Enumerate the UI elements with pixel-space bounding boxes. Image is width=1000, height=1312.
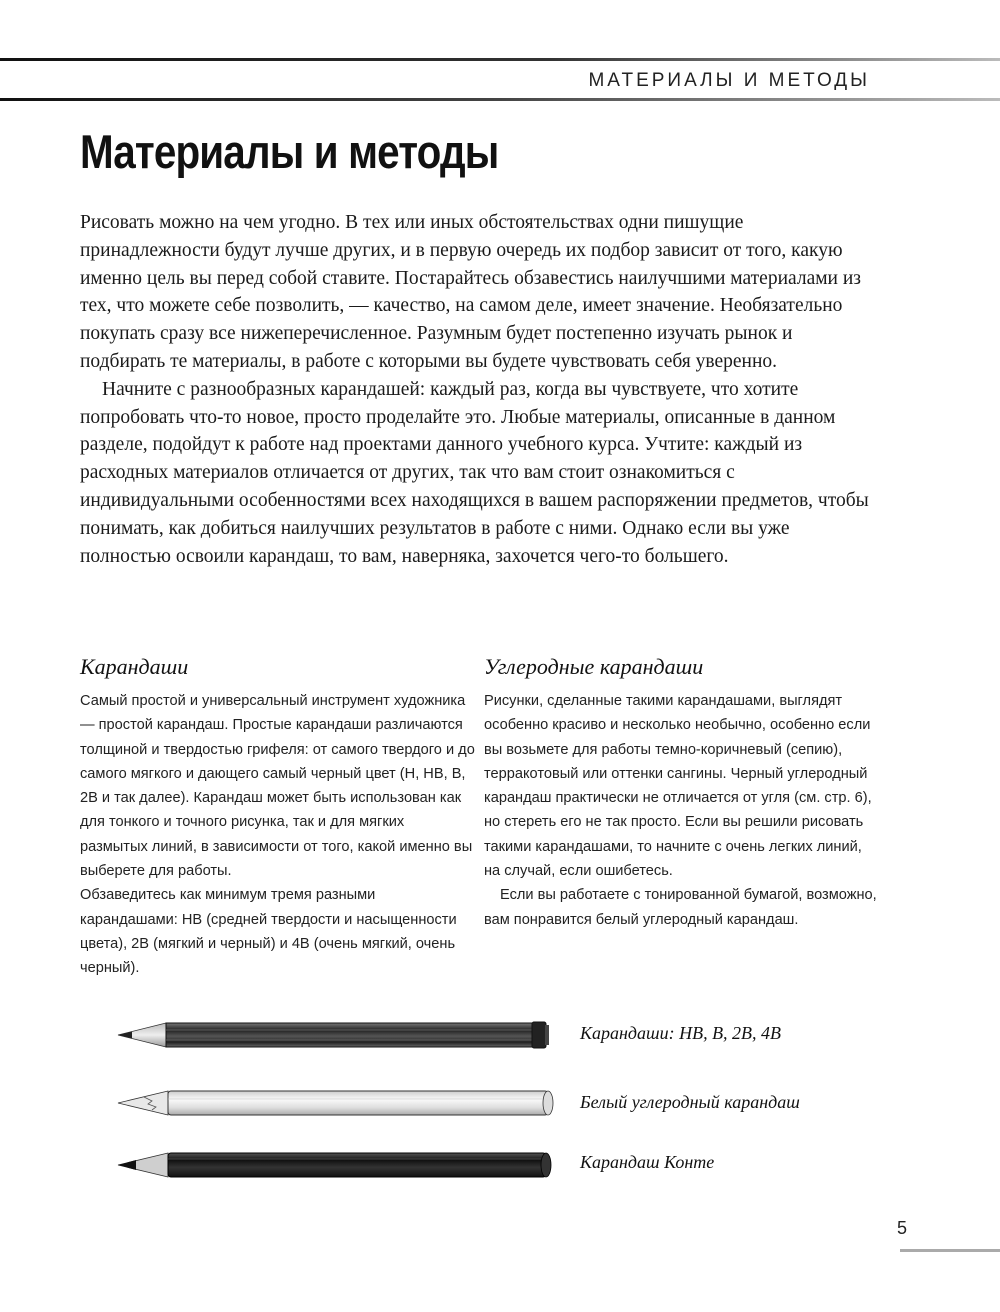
intro-paragraph-2: Начните с разнообразных карандашей: каждый раз, когда вы чувствуете, что хотите попробовать что-то новое, просто проделайте это. Любые материалы, описанные в данном разделе, подойдут к работе над проектами данного учебного курса. Учтите: каждый из расходных материалов отличается от других, так что вам стоит ознакомиться с индивидуальными особенностями всех находящихся в вашем распоряжении предметов, чтобы понимать, как добиться наилучших результатов в работе с ними. Однако если вы уже полностью освоили карандаш, то вам, наверняка, захочется чего-то большего. xyxy=(80,378,869,567)
pencils-paragraph-1: Самый простой и универсальный инструмент художника — простой карандаш. Простые карандаши различаются толщиной и твердостью грифеля: от самого твердого и до самого мягкого и дающего самый черный цвет (H, HB, B, 2B и так далее). Карандаш может быть использован как для тонкого и точного рисунка, так и для мягких размытых линий, в зависимости от того, какой именно вы выберете для работы. xyxy=(80,693,475,880)
graphite-pencil-caption: Карандаши: HB, B, 2B, 4B xyxy=(580,1023,782,1043)
graphite-pencil-illustration xyxy=(114,1020,554,1050)
conte-pencil-caption: Карандаш Конте xyxy=(580,1152,715,1172)
white-carbon-pencil-illustration xyxy=(114,1088,554,1118)
pencils-section xyxy=(80,652,475,981)
page-number: 5 xyxy=(896,1218,907,1238)
pencils-heading: Карандаши xyxy=(80,654,189,679)
white-carbon-pencil-caption: Белый углеродный карандаш xyxy=(580,1092,800,1112)
running-head: МАТЕРИАЛЫ И МЕТОДЫ xyxy=(588,70,870,91)
carbon-pencils-heading: Углеродные карандаши xyxy=(484,654,704,679)
carbon-pencils-paragraph-1: Рисунки, сделанные такими карандашами, выглядят особенно красиво и несколько необычно, особенно если вы возьмете для работы темно-коричневый (сепию), терракотовый или оттенки сангины. Черный углеродный карандаш практически не отличается от угля (см. стр. 6), но стереть его не так просто. Если вы решили рисовать такими карандашами, то начните с очень легких линий, на случай, если ошибетесь. xyxy=(484,693,872,880)
header-rule-bottom xyxy=(0,98,1000,101)
page-title: Материалы и методы xyxy=(80,125,499,178)
intro-paragraph-1: Рисовать можно на чем угодно. В тех или иных обстоятельствах одни пишущие принадлежности будут лучше других, и в первую очередь их подбор зависит от того, какую именно цель вы перед собой ставите. Постарайтесь обзавестись наилучшими материалами из тех, что можете себе позволить, — качество, на самом деле, имеет значение. Необязательно покупать сразу все нижеперечисленное. Разумным будет постепенно изучать рынок и подбирать те материалы, в работе с которыми вы будете чувствовать себя уверенно. xyxy=(80,212,862,372)
intro-text xyxy=(80,209,870,570)
carbon-pencils-paragraph-2: Если вы работаете с тонированной бумагой, возможно, вам понравится белый углеродный карандаш. xyxy=(484,887,877,928)
carbon-pencils-section xyxy=(484,652,879,932)
header-rule-top xyxy=(0,58,1000,61)
footer-rule xyxy=(900,1249,1000,1252)
pencils-paragraph-2: Обзаведитесь как минимум тремя разными карандашами: HB (средней твердости и насыщенности цвета), 2B (мягкий и черный) и 4B (очень мягкий, очень черный). xyxy=(80,887,457,977)
conte-pencil-illustration xyxy=(114,1150,554,1180)
